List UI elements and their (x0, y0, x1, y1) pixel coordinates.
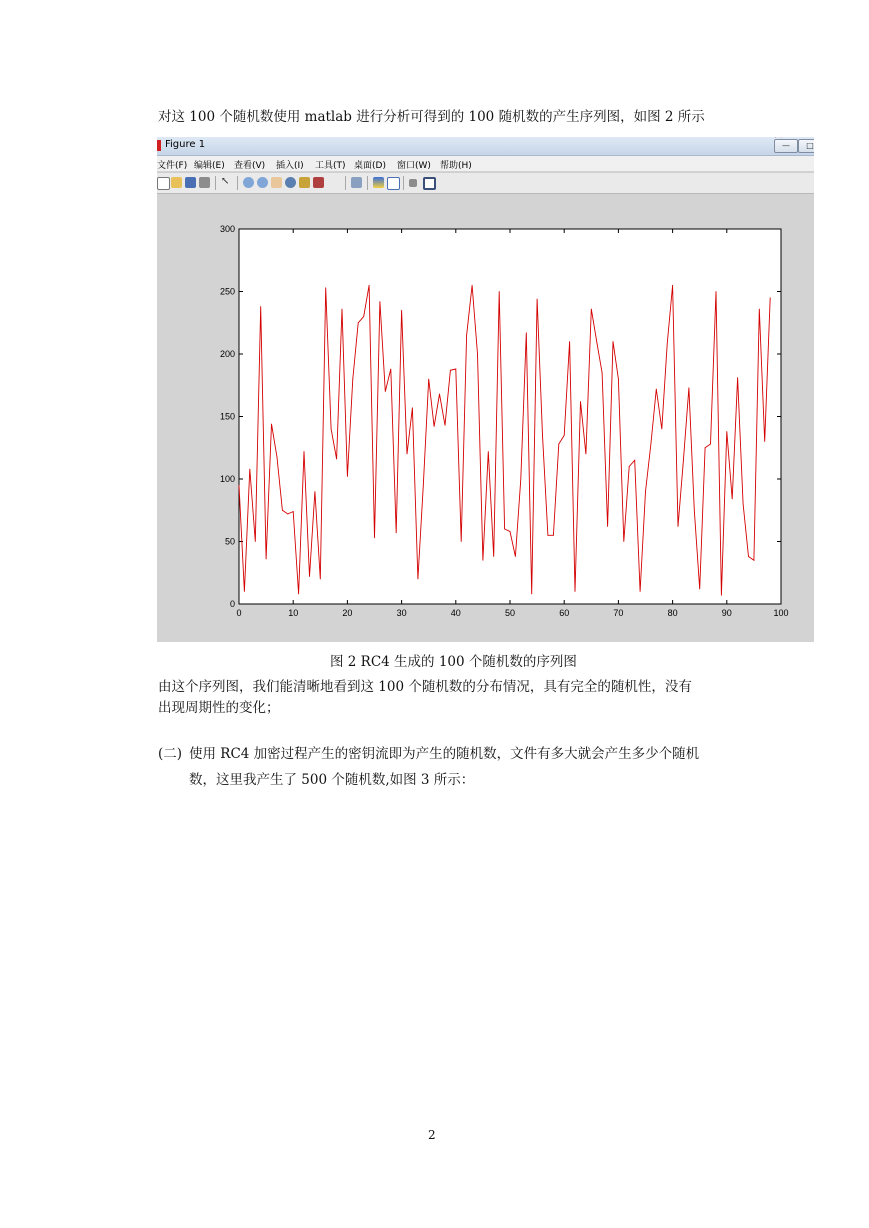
data-point (542, 435, 543, 436)
data-point (336, 459, 337, 460)
data-point (315, 491, 316, 492)
data-point (699, 589, 700, 590)
data-point (602, 372, 603, 373)
x-tick-label: 90 (721, 608, 732, 618)
x-tick-label: 80 (667, 608, 678, 618)
y-tick-label: 50 (224, 536, 235, 547)
data-point (434, 426, 435, 427)
data-point (445, 425, 446, 426)
data-point (255, 541, 256, 542)
data-point (493, 556, 494, 557)
data-point (390, 369, 391, 370)
data-point (439, 394, 440, 395)
data-point (331, 429, 332, 430)
data-point (661, 429, 662, 430)
body-paragraph-line: 由这个序列图，我们能清晰地看到这 100 个随机数的分布情况，具有完全的随机性，没有 (158, 679, 692, 695)
list-item-text: 数，这里我产生了 500 个随机数,如图 3 所示： (189, 772, 475, 788)
data-point (380, 301, 381, 302)
data-point (596, 341, 597, 342)
data-point (407, 454, 408, 455)
data-point (764, 441, 765, 442)
figure-caption: 图 2 RC4 生成的 100 个随机数的序列图 (330, 654, 577, 670)
data-point (629, 466, 630, 467)
data-point (342, 309, 343, 310)
y-tick-label: 250 (219, 286, 235, 297)
data-point (640, 591, 641, 592)
data-point (488, 451, 489, 452)
data-point (548, 535, 549, 536)
data-point (770, 297, 771, 298)
data-point (244, 591, 245, 592)
data-point (396, 532, 397, 533)
plot-axes-area (239, 229, 781, 604)
data-point (239, 485, 240, 486)
data-point (721, 595, 722, 596)
data-point (450, 370, 451, 371)
data-point (580, 401, 581, 402)
data-point (282, 510, 283, 511)
data-point (515, 556, 516, 557)
data-point (293, 511, 294, 512)
data-point (520, 479, 521, 480)
data-point (683, 460, 684, 461)
data-point (418, 579, 419, 580)
data-point (472, 285, 473, 286)
list-item-text: 使用 RC4 加密过程产生的密钥流即为产生的随机数，文件有多大就会产生多少个随机 (189, 746, 700, 762)
data-point (266, 559, 267, 560)
list-item-marker: (二) (158, 746, 183, 762)
data-point (483, 560, 484, 561)
data-point (607, 526, 608, 527)
data-point (385, 391, 386, 392)
data-point (694, 510, 695, 511)
x-tick-label: 20 (342, 608, 353, 618)
data-point (461, 541, 462, 542)
data-point (298, 594, 299, 595)
data-point (504, 529, 505, 530)
data-point (428, 379, 429, 380)
data-point (320, 579, 321, 580)
data-point (575, 591, 576, 592)
edit-plot-arrow-icon[interactable]: ↖ (221, 176, 230, 187)
data-point (363, 316, 364, 317)
x-tick-label: 40 (450, 608, 461, 618)
data-point (260, 306, 261, 307)
y-tick-label: 0 (229, 599, 235, 609)
menu-window[interactable]: 窗口(W) (397, 161, 431, 171)
data-point (499, 291, 500, 292)
y-tick-label: 150 (219, 411, 235, 422)
data-point (271, 424, 272, 425)
data-point (309, 576, 310, 577)
data-point (667, 344, 668, 345)
data-point (510, 531, 511, 532)
data-point (304, 451, 305, 452)
intro-paragraph: 对这 100 个随机数使用 matlab 进行分析可得到的 100 随机数的产生序列图，如图 2 所示 (158, 109, 705, 125)
data-point (645, 491, 646, 492)
body-paragraph-line: 出现周期性的变化； (158, 700, 280, 716)
x-tick-label: 30 (396, 608, 407, 618)
y-tick-label: 300 (219, 224, 235, 234)
menu-desktop[interactable]: 桌面(D) (354, 161, 386, 171)
data-point (672, 285, 673, 286)
data-point (347, 476, 348, 477)
minimize-button[interactable]: — (774, 139, 798, 153)
data-point (477, 354, 478, 355)
data-point (754, 560, 755, 561)
data-point (716, 291, 717, 292)
data-point (591, 309, 592, 310)
data-point (689, 387, 690, 388)
y-tick-label: 200 (219, 349, 235, 359)
menu-tools[interactable]: 工具(T) (315, 161, 346, 171)
maximize-button[interactable]: □ (798, 139, 814, 153)
data-point (287, 514, 288, 515)
data-point (726, 431, 727, 432)
data-point (352, 379, 353, 380)
data-point (553, 535, 554, 536)
data-point (455, 369, 456, 370)
data-point (748, 556, 749, 557)
data-point (537, 299, 538, 300)
data-point (401, 310, 402, 311)
data-point (710, 444, 711, 445)
menu-view[interactable]: 查看(V) (234, 161, 266, 171)
x-tick-label: 50 (504, 608, 516, 618)
data-point (759, 309, 760, 310)
x-tick-label: 70 (613, 608, 624, 618)
data-point (678, 526, 679, 527)
data-point (412, 407, 413, 408)
data-point (325, 287, 326, 288)
x-tick-label: 100 (773, 608, 789, 618)
data-point (732, 499, 733, 500)
data-point (743, 504, 744, 505)
data-point (623, 541, 624, 542)
menu-insert[interactable]: 插入(I) (276, 161, 304, 171)
data-point (651, 444, 652, 445)
data-point (423, 485, 424, 486)
data-point (634, 460, 635, 461)
data-point (369, 285, 370, 286)
data-point (526, 332, 527, 333)
data-point (705, 447, 706, 448)
data-point (531, 594, 532, 595)
data-point (466, 335, 467, 336)
data-point (564, 435, 565, 436)
data-point (586, 454, 587, 455)
menu-help[interactable]: 帮助(H) (440, 161, 472, 171)
data-point (277, 456, 278, 457)
matlab-figure-window (157, 137, 814, 642)
y-tick-label: 100 (219, 474, 235, 484)
page-number: 2 (428, 1128, 436, 1142)
menu-file[interactable]: 文件(F) (157, 161, 188, 171)
data-point (569, 341, 570, 342)
menu-edit[interactable]: 编辑(E) (194, 161, 225, 171)
x-tick-label: 60 (559, 608, 570, 618)
data-point (656, 389, 657, 390)
x-tick-label: 0 (236, 608, 242, 618)
data-point (558, 444, 559, 445)
data-point (249, 469, 250, 470)
data-point (613, 341, 614, 342)
data-point (737, 377, 738, 378)
x-tick-label: 10 (288, 608, 299, 618)
sequence-line-chart (157, 137, 814, 642)
data-point (618, 379, 619, 380)
data-point (358, 322, 359, 323)
figure-window-title: Figure 1 (165, 139, 206, 150)
data-point (374, 537, 375, 538)
